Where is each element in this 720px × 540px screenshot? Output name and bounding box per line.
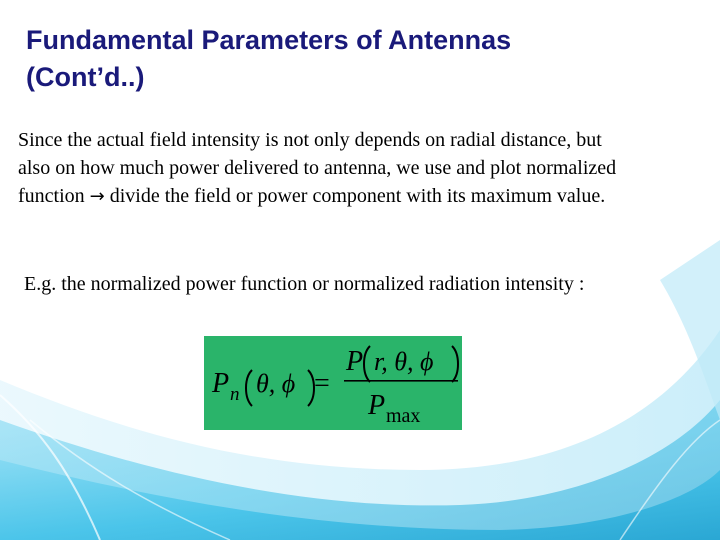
normalized-power-formula	[204, 336, 462, 430]
slide-title	[26, 22, 666, 96]
formula-numerator-symbol: P	[346, 346, 364, 377]
formula-lhs-args: θ, ϕ	[256, 369, 296, 398]
body-line-2: also on how much power delivered to antenna, we use and plot normalized	[18, 157, 617, 179]
formula-denominator-symbol: P	[368, 390, 386, 421]
right-arrow-icon: →	[89, 186, 105, 207]
formula-graphic	[204, 336, 462, 430]
slide-title-line-1: Fundamental Parameters of Antennas	[26, 25, 512, 55]
formula-equals: =	[314, 368, 330, 399]
body-line-3-end: divide the field or power component with its maximum value.	[109, 185, 606, 207]
body-line-3-start: function	[18, 185, 85, 207]
slide-title-line-2: (Cont’d..)	[26, 62, 145, 92]
formula-denominator-subscript: max	[386, 405, 421, 427]
body-line-3	[18, 182, 686, 211]
example-text: E.g. the normalized power function or normalized radiation intensity :	[24, 273, 585, 295]
formula-lhs-subscript: n	[230, 384, 240, 405]
formula-lhs-symbol: P	[212, 368, 230, 399]
formula-numerator-args: r, θ, ϕ	[374, 347, 434, 376]
body-paragraph	[18, 126, 686, 211]
body-line-1: Since the actual field intensity is not only depends on radial distance, but	[18, 129, 602, 151]
